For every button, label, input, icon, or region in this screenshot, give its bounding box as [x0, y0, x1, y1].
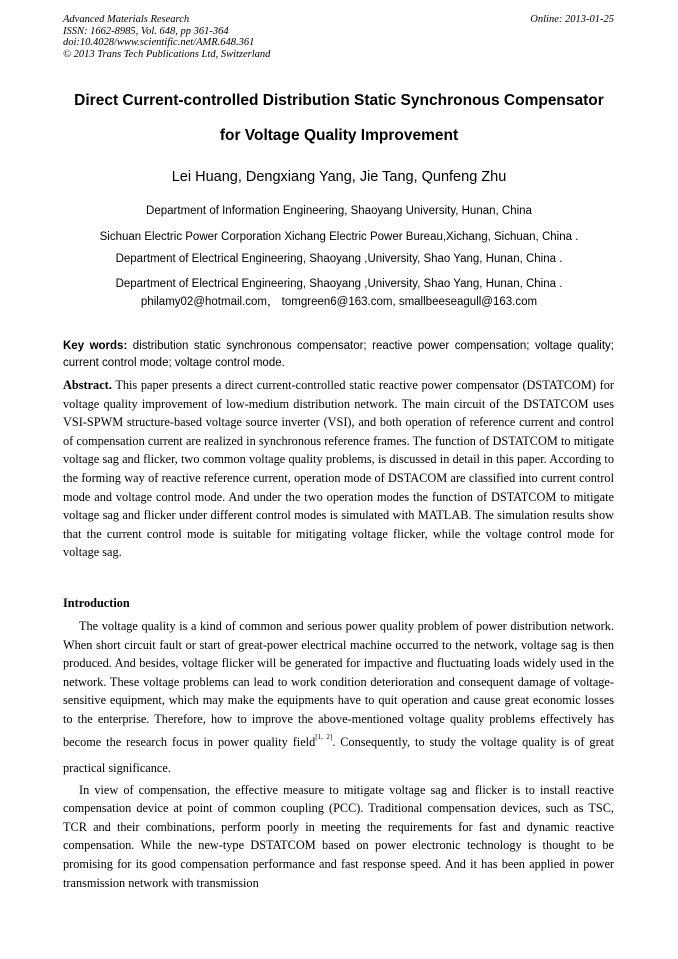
introduction-heading: Introduction	[63, 596, 130, 610]
intro-paragraph-2: In view of compensation, the effective measure to mitigate voltage sag and flicker is to install reactive compensation device at point of common coupling (PCC). Traditional compensation devices, such as TSC, TCR and their combinations, perform poorly in meeting the requirements for fast and dynamic reactive compensation. While the new-type DSTATCOM based on power electronic technology is thought to be promising for its good compensation performance and fast response speed. And it has been applied in power transmission network with transmission	[63, 782, 614, 890]
abstract	[63, 376, 614, 562]
paper-title-line-1: Direct Current-controlled Distribution Static Synchronous Compensator	[74, 92, 604, 109]
affiliation-2: Sichuan Electric Power Corporation Xichang Electric Power Bureau,Xichang, Sichuan, China .	[99, 231, 579, 243]
online-date: Online: 2013-01-25	[530, 14, 614, 25]
affiliation-4: Department of Electrical Engineering, Shaoyang ,University, Shao Yang, Hunan, China .	[115, 278, 563, 290]
keywords-label: Key words:	[63, 340, 128, 352]
intro-p1-text-a: The voltage quality is a kind of common and serious power quality problem of power distribution network. When short circuit fault or start of great-power electrical machine occurred to the network, voltage sag is then produced. And besides, voltage flicker will be generated for impactive and fluctuating loads widely used in the network. These voltage problems can lead to work condition deterioration and consequent damage of voltage-sensitive equipment, which may make the equipments have to quit operation and cause great economic losses to the enterprise. Therefore, how to improve the above-mentioned voltage quality problems effectively has become	[63, 619, 614, 749]
intro-p1-text-c: . Consequently, to study the voltage quality is of great	[332, 734, 615, 749]
keywords	[63, 338, 614, 372]
introduction-body	[63, 617, 614, 892]
affiliation-3: Department of Electrical Engineering, Shaoyang ,University, Shao Yang, Hunan, China .	[115, 253, 563, 265]
intro-paragraph-1	[63, 617, 614, 781]
paper-title-line-2: for Voltage Quality Improvement	[219, 127, 459, 144]
abstract-label: Abstract.	[63, 378, 112, 392]
intro-p1-text-d: practical significance.	[63, 760, 171, 775]
intro-p1-text-b: the research focus in power quality field	[106, 734, 316, 749]
keywords-text: distribution static synchronous compensator; reactive power compensation; voltage quality; current control mode; voltage control mode.	[63, 340, 614, 369]
journal-header	[63, 14, 270, 60]
citation-ref: [1, 2]	[315, 732, 333, 741]
affiliation-1: Department of Information Engineering, Shaoyang University, Hunan, China	[146, 205, 532, 217]
issn-line: ISSN: 1662-8985, Vol. 648, pp 361-364	[63, 25, 229, 37]
intro-p1-line-b	[63, 732, 615, 775]
journal-name: Advanced Materials Research	[63, 14, 190, 25]
abstract-text: This paper presents a direct current-controlled static reactive power compensator (DSTATCOM) for voltage quality improvement of low-medium distribution network. The main circuit of the DSTATCOM uses VSI-SPWM structure-based voltage source inverter (VSI), and both operation of reference current and control of compensation current are realized in synchronous reference frames. The function of DSTATCOM to mitigate voltage sag and flicker, two common voltage quality problems, is discussed in detail in this paper. According to the forming way of reactive reference current, operation mode of DSTACOM are classified into current control mode and voltage control mode. And under the two operation modes the function of DSTATCOM to mitigate voltage sag and flicker under different control modes is simulated with MATLAB. The simulation results show that the current control mode is suitable for mitigating voltage flicker, while the voltage control mode for voltage sag.	[63, 378, 614, 560]
doi-line: doi:10.4028/www.scientific.net/AMR.648.361	[63, 37, 255, 48]
copyright-line: © 2013 Trans Tech Publications Ltd, Switzerland	[63, 48, 271, 60]
author-list: Lei Huang, Dengxiang Yang, Jie Tang, Qunfeng Zhu	[171, 169, 507, 185]
author-emails: philamy02@hotmail.com， tomgreen6@163.com, smallbeeseagull@163.com	[140, 296, 538, 308]
